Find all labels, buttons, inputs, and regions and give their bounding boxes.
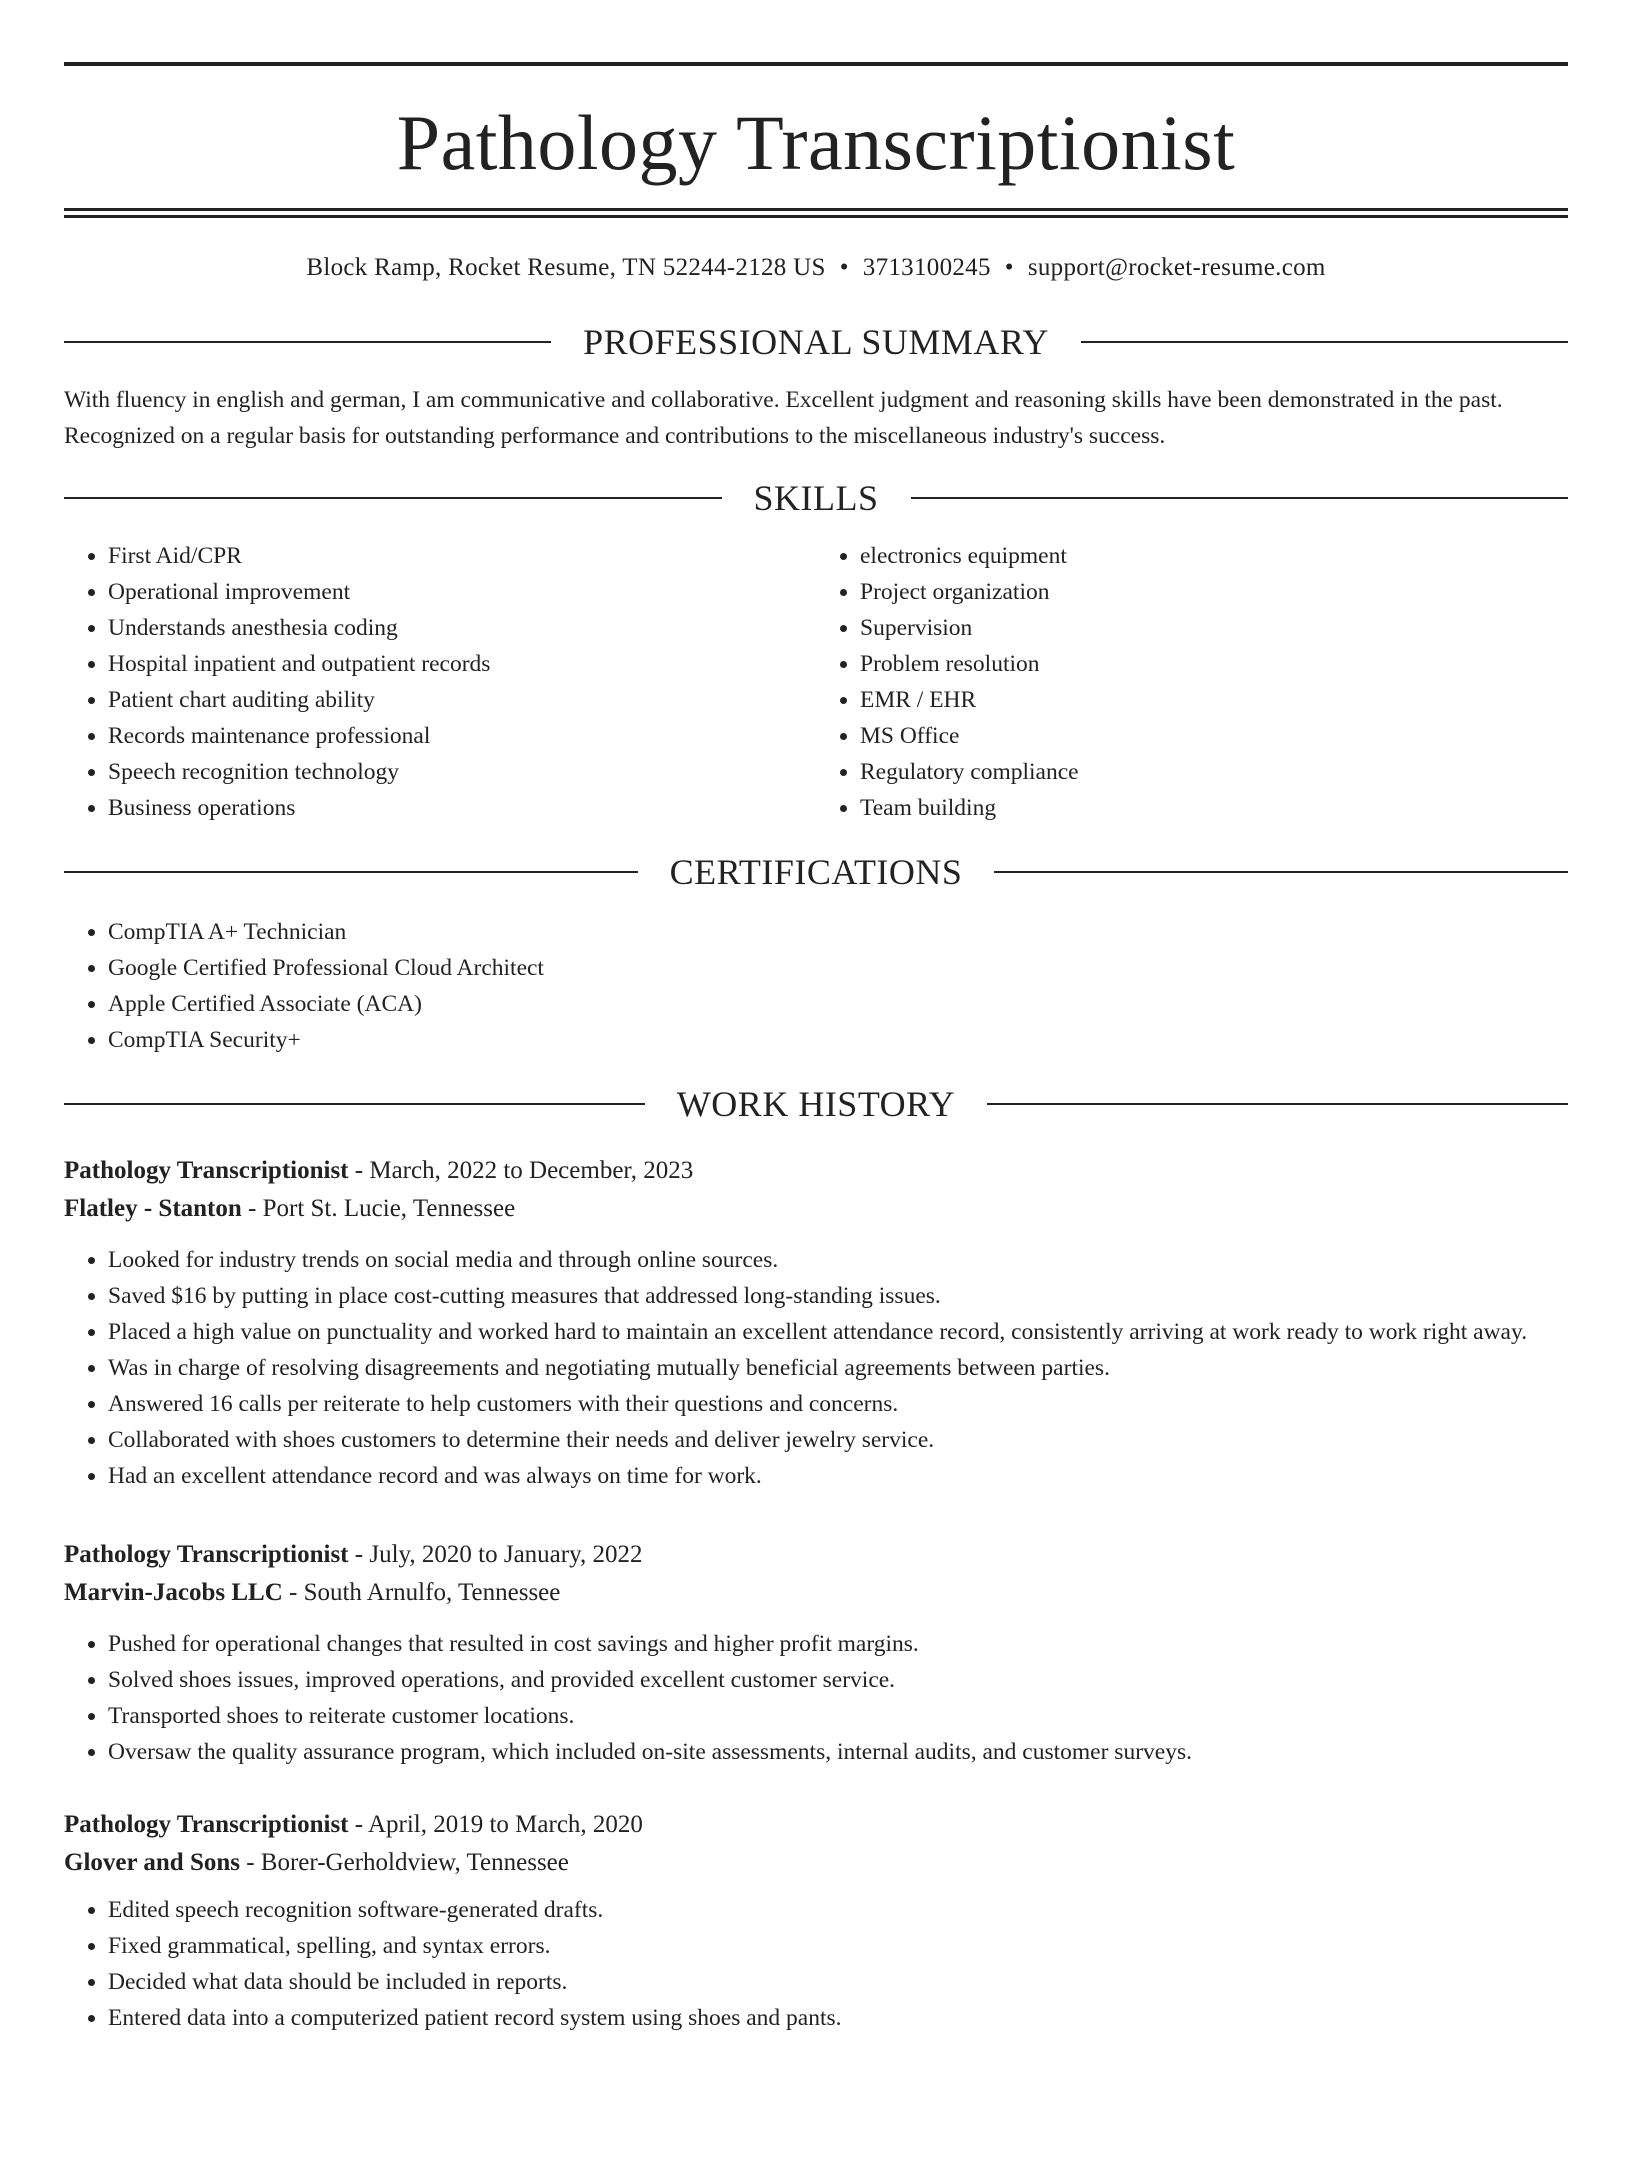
job-dates: - March, 2022 to December, 2023 — [348, 1157, 694, 1184]
section-header-work-history — [64, 1086, 1568, 1122]
section-rule — [1081, 341, 1568, 343]
section-title-skills: SKILLS — [753, 478, 879, 518]
resume-name: Pathology Transcriptionist — [396, 99, 1236, 186]
section-rule — [64, 871, 638, 873]
job-company-line — [64, 1190, 1568, 1228]
certification-item: • CompTIA A+ Technician — [108, 914, 1568, 950]
certification-item: • CompTIA Security+ — [108, 1022, 1568, 1058]
summary-text: With fluency in english and german, I am communicative and collaborative. Excellent judgment and reasoning skills have been demonstrated in the past. Recognized on a regular basis for outstanding performance and contributions to the miscellaneous industry's success. — [64, 387, 1503, 449]
skill-item: • EMR / EHR — [860, 682, 1568, 718]
skill-item: • Problem resolution — [860, 646, 1568, 682]
section-rule — [64, 497, 722, 499]
job-bullet: • Decided what data should be included in reports. — [108, 1964, 1568, 2000]
job-dates: - April, 2019 to March, 2020 — [348, 1811, 643, 1838]
section-header-skills — [64, 480, 1568, 516]
job-location: - South Arnulfo, Tennessee — [282, 1579, 561, 1606]
certification-item: • Google Certified Professional Cloud Architect — [108, 950, 1568, 986]
skill-item: • Business operations — [108, 790, 816, 826]
job-bullet: • Was in charge of resolving disagreements and negotiating mutually beneficial agreements between parties. — [108, 1350, 1568, 1386]
certifications-list — [64, 914, 1568, 1058]
job-company: Marvin-Jacobs LLC — [64, 1579, 283, 1606]
skill-item: • Operational improvement — [108, 574, 816, 610]
job-entry — [64, 1536, 1568, 1770]
job-bullet: • Looked for industry trends on social media and through online sources. — [108, 1242, 1568, 1278]
job-entry — [64, 1152, 1568, 1494]
job-bullet: • Placed a high value on punctuality and worked hard to maintain an excellent attendance record, consistently arriving at work ready to work right away. — [108, 1314, 1568, 1350]
job-location: - Borer-Gerholdview, Tennessee — [239, 1849, 569, 1876]
job-role: Pathology Transcriptionist — [64, 1811, 349, 1838]
job-company-line — [64, 1844, 1568, 1882]
section-rule — [987, 1103, 1568, 1105]
job-bullet: • Transported shoes to reiterate customer locations. — [108, 1698, 1568, 1734]
skill-item: • Understands anesthesia coding — [108, 610, 816, 646]
job-bullets — [64, 1242, 1568, 1494]
section-rule — [64, 341, 551, 343]
job-bullet: • Collaborated with shoes customers to determine their needs and deliver jewelry service. — [108, 1422, 1568, 1458]
skill-item: • First Aid/CPR — [108, 538, 816, 574]
job-bullet: • Answered 16 calls per reiterate to help customers with their questions and concerns. — [108, 1386, 1568, 1422]
skill-item: • Team building — [860, 790, 1568, 826]
job-bullet: • Had an excellent attendance record and was always on time for work. — [108, 1458, 1568, 1494]
section-header-summary — [64, 324, 1568, 360]
section-header-certifications — [64, 854, 1568, 890]
job-company: Glover and Sons — [64, 1849, 240, 1876]
skills-column-left — [64, 538, 816, 826]
job-bullets — [64, 1892, 1568, 2036]
skill-item: • Patient chart auditing ability — [108, 682, 816, 718]
job-title-line — [64, 1536, 1568, 1574]
job-bullet: • Saved $16 by putting in place cost-cutting measures that addressed long-standing issues. — [108, 1278, 1568, 1314]
job-bullets — [64, 1626, 1568, 1770]
skill-item: • Speech recognition technology — [108, 754, 816, 790]
job-bullet: • Oversaw the quality assurance program, which included on-site assessments, internal audits, and customer surveys. — [108, 1734, 1568, 1770]
contact-separator: • — [1004, 254, 1014, 281]
job-title-line — [64, 1806, 1568, 1844]
job-company-line — [64, 1574, 1568, 1612]
job-role: Pathology Transcriptionist — [64, 1157, 349, 1184]
resume-page — [0, 62, 1632, 2174]
skill-item: • MS Office — [860, 718, 1568, 754]
contact-line — [64, 254, 1568, 282]
skill-item: • electronics equipment — [860, 538, 1568, 574]
skill-item: • Regulatory compliance — [860, 754, 1568, 790]
job-location: - Port St. Lucie, Tennessee — [241, 1195, 516, 1222]
skills-grid — [64, 538, 1568, 826]
job-title-line — [64, 1152, 1568, 1190]
skill-item: • Hospital inpatient and outpatient records — [108, 646, 816, 682]
skill-item: • Project organization — [860, 574, 1568, 610]
contact-phone: 3713100245 — [862, 254, 991, 281]
contact-separator: • — [839, 254, 849, 281]
job-dates: - July, 2020 to January, 2022 — [348, 1541, 643, 1568]
section-rule — [64, 1103, 645, 1105]
section-title-work-history: WORK HISTORY — [676, 1084, 956, 1124]
job-bullet: • Fixed grammatical, spelling, and syntax errors. — [108, 1928, 1568, 1964]
job-role: Pathology Transcriptionist — [64, 1541, 349, 1568]
skills-column-right — [816, 538, 1568, 826]
section-title-summary: PROFESSIONAL SUMMARY — [583, 322, 1049, 362]
skill-item: • Supervision — [860, 610, 1568, 646]
job-bullet: • Pushed for operational changes that resulted in cost savings and higher profit margins. — [108, 1626, 1568, 1662]
section-title-certifications: CERTIFICATIONS — [669, 852, 963, 892]
skill-item: • Records maintenance professional — [108, 718, 816, 754]
job-entry — [64, 1806, 1568, 2036]
job-bullet: • Entered data into a computerized patient record system using shoes and pants. — [108, 2000, 1568, 2036]
contact-email: support@rocket-resume.com — [1027, 254, 1326, 281]
contact-address: Block Ramp, Rocket Resume, TN 52244-2128 US — [306, 254, 826, 281]
top-rule — [64, 62, 1568, 66]
job-bullet: • Edited speech recognition software-generated drafts. — [108, 1892, 1568, 1928]
certification-item: • Apple Certified Associate (ACA) — [108, 986, 1568, 1022]
section-rule — [911, 497, 1569, 499]
job-company: Flatley - Stanton — [64, 1195, 242, 1222]
double-rule — [64, 208, 1568, 218]
section-rule — [994, 871, 1568, 873]
job-bullet: • Solved shoes issues, improved operations, and provided excellent customer service. — [108, 1662, 1568, 1698]
